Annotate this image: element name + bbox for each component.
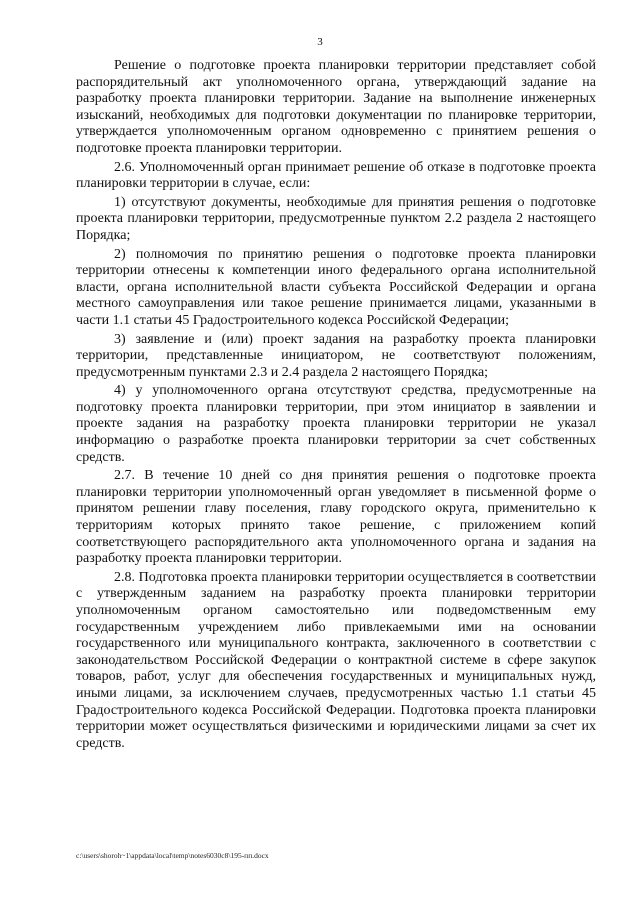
paragraph-decision-intro: Решение о подготовке проекта планировки территории представляет собой распорядительный акт уполномоченного органа, утверждающий задание на разработку проекта планировки территории. Задание на выполнение инженерных изысканий, необходимых для подготовки документации по планировке территории, утверждается уполномоченным органом одновременно с принятием решения о подготовке проекта планировки территории. — [76, 58, 596, 156]
document-body — [76, 58, 596, 752]
paragraph-2-6-item-3: 3) заявление и (или) проект задания на разработку проекта планировки территории, представленные инициатором, не соответствуют положениям, предусмотренным пунктами 2.3 и 2.4 раздела 2 настоящего Порядка; — [76, 331, 596, 380]
paragraph-2-6: 2.6. Уполномоченный орган принимает решение об отказе в подготовке проекта планировки территории в случае, если: — [76, 159, 596, 192]
footer-file-path: c:\users\shoroh~1\appdata\local\temp\notes6030c8\195-пп.docx — [76, 851, 269, 860]
paragraph-2-7: 2.7. В течение 10 дней со дня принятия решения о подготовке проекта планировки территории уполномоченный орган уведомляет в письменной форме о принятом решении главу поселения, главу городского округа, применительно к территориям которых принято такое решение, с приложением копий соответствующего распорядительного акта уполномоченного органа и задания на разработку проекта планировки территории. — [76, 468, 596, 567]
paragraph-2-8: 2.8. Подготовка проекта планировки территории осуществляется в соответствии с утвержденным заданием на разработку проекта планировки территории уполномоченным органом самостоятельно или подведомственным ему государственным учреждением либо привлекаемыми ими на основании государственного или муниципального контракта, заключенного в соответствии с законодательством Российской Федерации о контрактной системе в сфере закупок товаров, работ, услуг для обеспечения государственных и муниципальных нужд, иными лицами, за исключением случаев, предусмотренных частью 1.1 статьи 45 Градостроительного кодекса Российской Федерации. Подготовка проекта планировки территории может осуществляться физическими и юридическими лицами за счет их средств. — [76, 569, 596, 751]
page-number: 3 — [317, 36, 323, 48]
paragraph-2-6-item-1: 1) отсутствуют документы, необходимые для принятия решения о подготовке проекта планировки территории, предусмотренные пунктом 2.2 раздела 2 настоящего Порядка; — [76, 194, 596, 243]
paragraph-2-6-item-2: 2) полномочия по принятию решения о подготовке проекта планировки территории отнесены к компетенции иного федерального органа исполнительной власти, органа исполнительной власти субъекта Российской Федерации и органа местного самоуправления или такое решение принимается лицами, указанными в части 1.1 статьи 45 Градостроительного кодекса Российской Федерации; — [76, 246, 596, 328]
paragraph-2-6-item-4: 4) у уполномоченного органа отсутствуют средства, предусмотренные на подготовку проекта планировки территории, при этом инициатор в заявлении и проекте задания на разработку проекта планировки территории не указал информацию о разработке проекта планировки территории за счет собственных средств. — [76, 383, 596, 465]
